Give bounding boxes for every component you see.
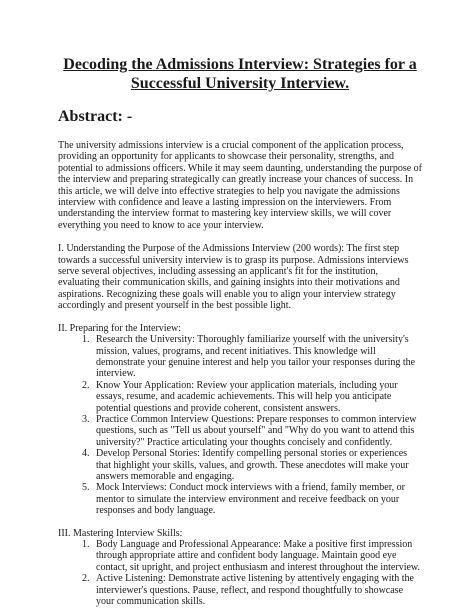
list-item: 4. Develop Personal Stories: Identify compelling personal stories or experiences that highlight your skills, values, and growth. These anecdotes will make your answers memorable and engaging. [92,448,422,482]
section-2-heading: II. Preparing for the Interview: [58,322,182,334]
section-2-list [58,334,422,517]
title-line-2: Successful University Interview. [130,75,350,92]
list-item: 1. Research the University: Thoroughly familiarize yourself with the university's mission, values, programs, and recent initiatives. This knowledge will demonstrate your genuine interest and help you tailor your responses during the interview. [92,334,422,380]
list-item: 3. Practice Common Interview Questions: Prepare responses to common interview questions, such as "Tell us about yourself" and "Why do you want to attend this university?" Practice articulating your thoughts concisely and confidently. [92,414,422,448]
section-1-paragraph: I. Understanding the Purpose of the Admissions Interview (200 words): The first step towards a successful university interview is to grasp its purpose. Admissions interviews serve several objectives, including assessing an applicant's fit for the institution, evaluating their communication skills, and gaining insights into their motivations and aspirations. Recognizing these goals will enable you to align your interview strategy accordingly and present yourself in the best possible light. [58,243,409,312]
list-item: 2. Active Listening: Demonstrate active listening by attentively engaging with the interviewer's questions. Pause, reflect, and respond thoughtfully to showcase your communication skills. [92,573,422,607]
title-line-1: Decoding the Admissions Interview: Strategies for a [63,56,417,73]
list-item: 2. Know Your Application: Review your application materials, including your essays, resume, and academic achievements. This will help you anticipate potential questions and provide coherent, consistent answers. [92,380,422,414]
abstract-heading: Abstract: - [58,108,133,125]
section-3-heading: III. Mastering Interview Skills: [58,527,183,539]
abstract-paragraph: The university admissions interview is a crucial component of the application process, providing an opportunity for applicants to showcase their personality, strengths, and potential to admissions officers. While it may seem daunting, understanding the purpose of the interview and preparing strategically can greatly increase your chances of success. In this article, we will delve into effective strategies to help you navigate the admissions interview with confidence and leave a lasting impression on the interviewers. From understanding the interview format to mastering key interview skills, we will cover everything you need to know to ace your interview. [58,140,423,231]
list-item: 5. Mock Interviews: Conduct mock interviews with a friend, family member, or mentor to simulate the interview environment and receive feedback on your responses and body language. [92,482,422,516]
document-title [58,55,422,93]
section-3-list [58,539,422,607]
list-item: 1. Body Language and Professional Appearance: Make a positive first impression through appropriate attire and confident body language. Maintain good eye contact, sit upright, and project enthusiasm and interest throughout the interview. [92,539,422,573]
